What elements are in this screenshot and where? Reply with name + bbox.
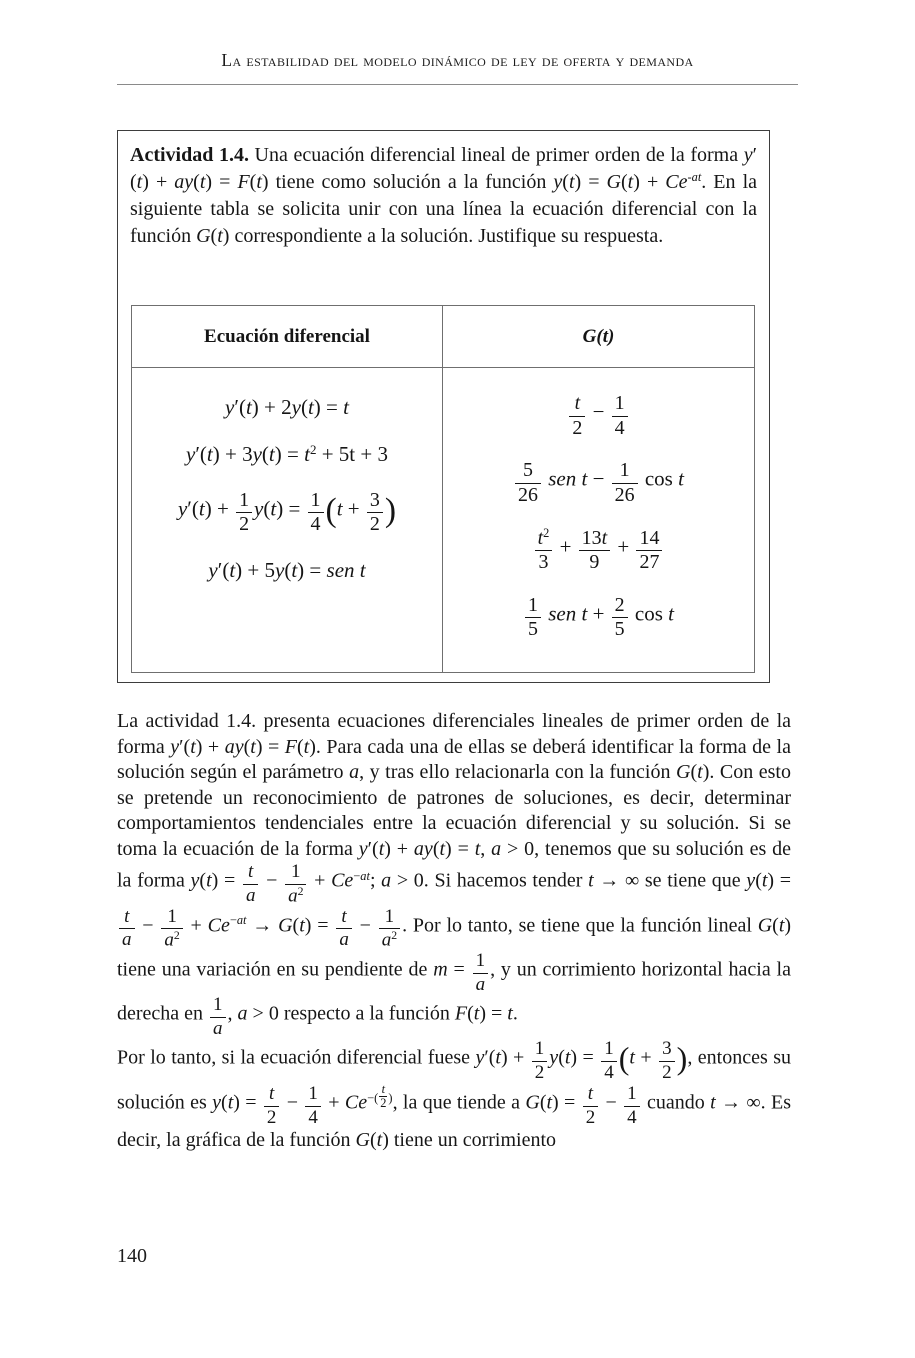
paragraph-2: Por lo tanto, si la ecuación diferencial fuese y′(t) + $\frac{1}{2}$ y(t) = $\frac{1}{4}$ (t + $\frac{3}{2}$ ), entonces su solución es y(t) = $\frac{t}{2}$ − $\frac{1}{4}$ + Ce−( $\frac{t}{2}$ ), la que tiende a G(t) = $\frac{t}{2}$ − $\frac{1}{4}$ cuando t → ∞. Es decir, la gráfica de la función G(t) tiene un corrimiento [117,1038,791,1152]
function-3: $\frac{t2}{3}$ + $\frac{13t}{9}$ + $\frac{14}{27}$ [533,527,665,574]
table-header-gt: G(t) [443,306,754,368]
equation-1: y′(t) + 2y(t) = t [225,394,349,419]
header-rule [117,84,798,85]
equation-3: y′(t) + $\frac{1}{2}$ y(t) = $\frac{1}{4}$ (t + $\frac{3}{2}$ ) [177,488,397,536]
table-header-equation: Ecuación diferencial [132,306,443,368]
equation-2: y′(t) + 3y(t) = t2 + 5t + 3 [185,442,388,467]
function-1: $\frac{t}{2}$ − $\frac{1}{4}$ [567,393,629,439]
page-number: 140 [117,1245,147,1267]
paragraph-1: La actividad 1.4. presenta ecuaciones diferenciales lineales de primer orden de la forma y′(t) + ay(t) = F(t). Para cada una de ellas se deberá identificar la forma de la solución según el parámetro a, y tras ello relacionarla con la función G(t). Con esto se pretende un reconocimiento de patrones de soluciones, es decir, determinar comportamientos tendenciales entre la ecuación diferencial y su solución. Si se toma la ecuación de la forma y′(t) + ay(t) = t, a > 0, tenemos que su solución es de la forma y(t) = $\frac{t}{a}$ − $\frac{1}{a2}$ + Ce−at; a > 0. Si hacemos tender t → ∞ se tiene que y(t) = $\frac{t}{a}$ − $\frac{1}{a2}$ + Ce−at → G(t) = $\frac{t}{a}$ − $\frac{1}{a2}$ . Por lo tanto, se tiene que la función lineal G(t) tiene una variación en su pendiente de m = $\frac{1}{a}$ , y un corrimiento horizontal hacia la derecha en $\frac{1}{a}$ , a > 0 respecto a la función F(t) = t. [117,710,792,1039]
table-cell-functions [443,368,754,672]
equation-4: y′(t) + 5y(t) = sen t [208,558,366,583]
matching-table [131,305,755,673]
running-head-title: La estabilidad del modelo dinámico de ley de oferta y demanda [221,50,694,70]
body-text [117,709,791,1154]
activity-box [117,130,770,683]
function-4: $\frac{1}{5}$ sen t + $\frac{2}{5}$ cos t [523,595,674,641]
function-2: $\frac{5}{26}$ sen t − $\frac{1}{26}$ cos t [513,460,684,506]
table-cell-equations [132,368,443,672]
activity-statement: Actividad 1.4. Una ecuación diferencial lineal de primer orden de la forma y′(t) + ay(t) = F(t) tiene como solución a la función y(t) = G(t) + Ce-at. En la siguiente tabla se solicita unir con una línea la ecuación diferencial con la función G(t) correspondiente a la solución. Justifique su respuesta. [130,144,758,247]
